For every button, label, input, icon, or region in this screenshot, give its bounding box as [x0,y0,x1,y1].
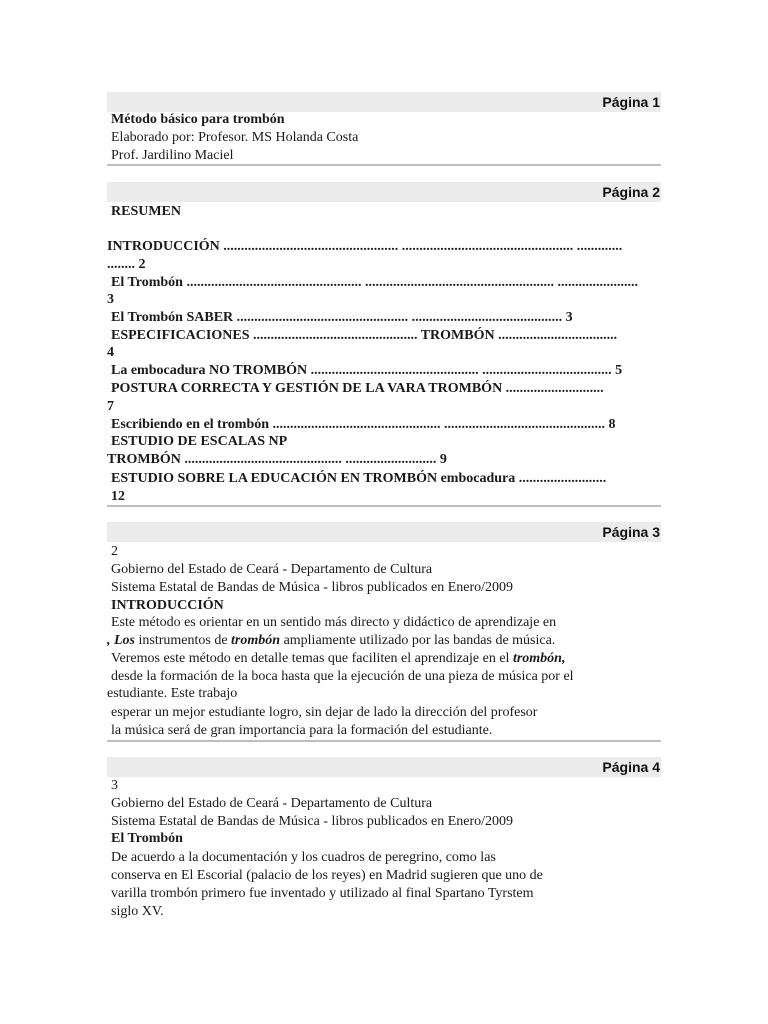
running-header-2: Sistema Estatal de Bandas de Música - libros publicados en Enero/2009 [111,814,514,829]
paragraph-line [111,650,565,668]
paragraph-line: De acuerdo a la documentación y los cuadros de peregrino, como las [111,850,496,865]
toc-entry: La embocadura NO TROMBÓN ................................................ ..................................... 5 [111,363,623,378]
paragraph-line: varilla trombón primero fue inventado y utilizado al final Spartano Tyrstem [111,886,534,901]
page-4-header: Página 4 [107,757,661,777]
page-1-header: Página 1 [107,92,661,112]
toc-entry-cont: 12 [111,489,125,504]
page-divider [107,164,661,166]
toc-entry: ESPECIFICACIONES ............................................... TROMBÓN .................................. [111,328,618,343]
toc-entry: ESTUDIO DE ESCALAS NP [111,434,288,449]
author-line-2: Prof. Jardilino Maciel [111,148,234,163]
emphasis: trombón [231,633,281,648]
section-heading: INTRODUCCIÓN [111,598,224,613]
page-divider [107,740,661,742]
text-run: instrumentos de [135,633,232,648]
text-run: Veremos este método en detalle temas que faciliten el aprendizaje en el [111,651,513,666]
toc-entry: INTRODUCCIÓN .................................................. ................................................. ............. [107,239,623,254]
text-run: ampliamente utilizado por las bandas de música. [280,633,556,648]
emphasis: , Los [107,633,135,648]
page-divider [107,505,661,507]
toc-entry: TROMBÓN ............................................. .......................... 9 [107,452,447,467]
toc-entry-cont: 3 [107,292,114,307]
running-header-2: Sistema Estatal de Bandas de Música - libros publicados en Enero/2009 [111,580,514,595]
paragraph-line: conserva en El Escorial (palacio de los reyes) en Madrid sugieren que uno de [111,868,543,883]
paragraph-line: siglo XV. [111,904,164,919]
toc-entry: ESTUDIO SOBRE LA EDUCACIÓN EN TROMBÓN embocadura ......................... [111,471,607,486]
page-3-header: Página 3 [107,522,661,542]
toc-entry: Escribiendo en el trombón ................................................ .............................................. 8 [111,417,616,432]
running-header: Gobierno del Estado de Ceará - Departamento de Cultura [111,562,433,577]
emphasis: trombón, [512,651,566,666]
paragraph-line: la música será de gran importancia para la formación del estudiante. [111,723,493,738]
section-heading: El Trombón [111,831,183,846]
running-header: Gobierno del Estado de Ceará - Departamento de Cultura [111,796,433,811]
paragraph-line [107,632,555,650]
toc-entry: POSTURA CORRECTA Y GESTIÓN DE LA VARA TROMBÓN ............................ [111,381,604,396]
paragraph-line: Este método es orientar en un sentido más directo y didáctico de aprendizaje en [111,615,557,630]
author-line: Elaborado por: Profesor. MS Holanda Costa [111,130,359,145]
toc-entry: El Trombón SABER ................................................. ........................................... 3 [111,310,573,325]
toc-entry-cont: ........ 2 [107,257,146,272]
page-2-header: Página 2 [107,182,661,202]
document-title: Método básico para trombón [111,112,285,127]
paragraph-line: estudiante. Este trabajo [107,686,238,701]
paragraph-line: desde la formación de la boca hasta que la ejecución de una pieza de música por el [111,669,574,684]
paragraph-line: esperar un mejor estudiante logro, sin dejar de lado la dirección del profesor [111,705,538,720]
resumen-heading: RESUMEN [111,204,182,219]
page-number: 2 [111,544,118,559]
toc-entry: El Trombón .................................................. ...................................................... ....................... [111,275,638,290]
toc-entry-cont: 4 [107,345,114,360]
page-number: 3 [111,778,118,793]
toc-entry-cont: 7 [107,399,114,414]
